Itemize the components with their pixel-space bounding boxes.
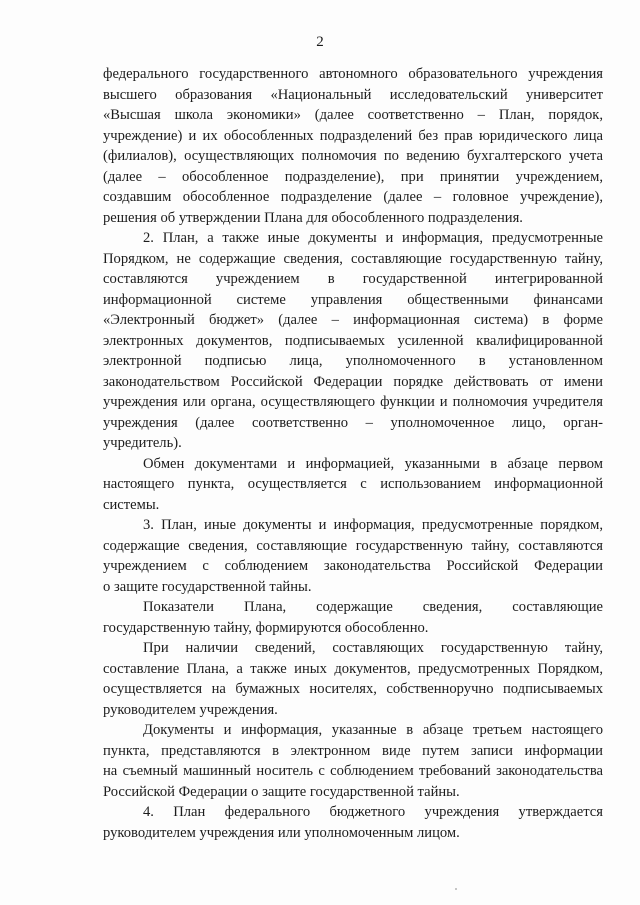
text-line: осуществляется на бумажных носителях, собственноручно подписываемых [103, 681, 603, 697]
paragraph [103, 454, 603, 516]
text-line: «Высшая школа экономики» (далее соответственно – План, порядок, [103, 107, 603, 123]
text-line: учреждения (далее соответственно – уполномоченное лицо, орган- [103, 414, 603, 431]
text-line: составляются учреждением в государственной интегрированной [103, 271, 603, 287]
text-line: руководителем учреждения. [103, 701, 278, 718]
text-line: 4. План федерального бюджетного учреждения утверждается [143, 804, 603, 820]
paragraph [103, 64, 603, 228]
text-line: 3. План, иные документы и информация, предусмотренные порядком, [143, 517, 603, 533]
text-line: на съемный машинный носитель с соблюдением требований законодательства [103, 763, 603, 779]
scan-speck [455, 888, 457, 890]
text-line: электронных документов, подписываемых усиленной квалифицированной [103, 332, 603, 349]
text-line: создавшим обособленное подразделение (далее – головное учреждение), [103, 189, 603, 205]
text-line: руководителем учреждения или уполномоченным лицом. [103, 824, 460, 841]
text-line: пункта, представляются в электронном виде путем записи информации [103, 742, 603, 759]
text-line: Российской Федерации о защите государственной тайны. [103, 783, 460, 800]
text-line: системы. [103, 496, 160, 513]
text-line: содержащие сведения, составляющие государственную тайну, составляются [103, 537, 603, 554]
text-line: учреждение) и их обособленных подразделений без прав юридического лица [103, 127, 603, 144]
text-line: высшего образования «Национальный исследовательский университет [103, 86, 603, 103]
text-line: (далее – обособленное подразделение), при принятии учреждением, [103, 168, 603, 185]
text-line: решения об утверждении Плана для обособленного подразделения. [103, 209, 523, 226]
paragraph [103, 597, 603, 638]
text-line: Документы и информация, указанные в абзаце третьем настоящего [143, 722, 603, 738]
text-line: составление Плана, а также иных документов, предусмотренных Порядком, [103, 660, 603, 677]
document-body [103, 64, 603, 843]
text-line: учредитель). [103, 435, 182, 451]
text-line: Показатели Плана, содержащие сведения, составляющие [143, 599, 603, 615]
text-line: электронной подписью лица, уполномоченного в установленном [103, 353, 603, 369]
paragraph [103, 720, 603, 802]
text-line: учреждением с соблюдением законодательства Российской Федерации [103, 558, 603, 574]
page-number: 2 [316, 34, 324, 50]
text-line: 2. План, а также иные документы и информация, предусмотренные [143, 230, 603, 246]
paragraph [103, 228, 603, 454]
text-line: государственную тайну, формируются обособленно. [103, 619, 429, 636]
text-line: При наличии сведений, составляющих государственную тайну, [143, 640, 603, 656]
paragraph [103, 802, 603, 843]
text-line: законодательством Российской Федерации порядке действовать от имени [103, 373, 603, 390]
text-line: Обмен документами и информацией, указанными в абзаце первом [143, 455, 603, 472]
paragraph [103, 638, 603, 720]
text-line: (филиалов), осуществляющих полномочия по ведению бухгалтерского учета [103, 148, 603, 164]
text-line: информационной системе управления общественными финансами [103, 291, 603, 308]
text-line: Порядком, не содержащие сведения, составляющие государственную тайну, [103, 250, 603, 267]
paragraph [103, 515, 603, 597]
text-line: о защите государственной тайны. [103, 578, 312, 595]
text-line: федерального государственного автономного образовательного учреждения [103, 66, 603, 82]
text-line: «Электронный бюджет» (далее – информационная система) в форме [103, 312, 603, 328]
text-line: учреждения или органа, осуществляющего функции и полномочия учредителя [103, 394, 603, 410]
text-line: настоящего пункта, осуществляется с использованием информационной [103, 476, 603, 492]
